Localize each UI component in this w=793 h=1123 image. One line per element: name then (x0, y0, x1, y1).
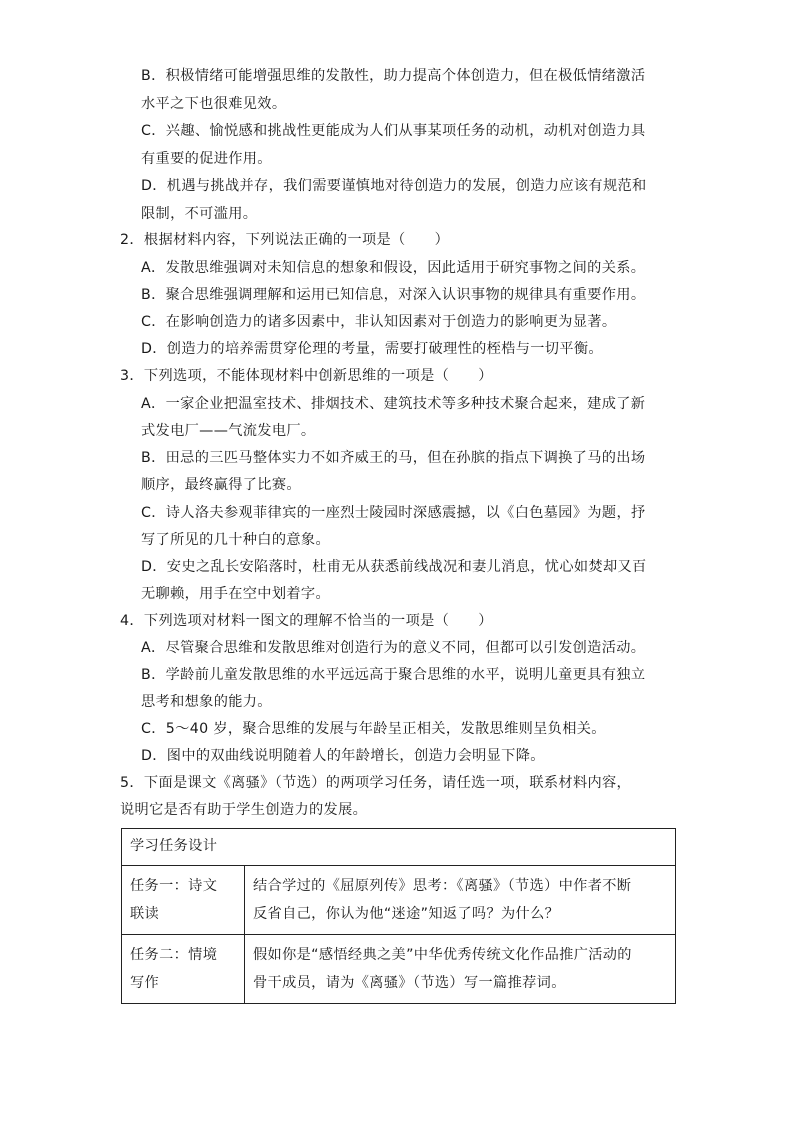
task-design-table (121, 828, 676, 1004)
task1-name-line1: 任务一：诗文 (130, 878, 218, 894)
task1-desc-line2: 反省自己，你认为他“迷途”知返了吗？为什么？ (253, 906, 560, 922)
task1-name-line2: 联读 (130, 906, 160, 922)
task2-desc-line2: 骨干成员，请为《离骚》（节选）写一篇推荐词。 (253, 975, 566, 991)
q2-option-a: A．发散思维强调对未知信息的想象和假设，因此适用于研究事物之间的关系。 (141, 260, 646, 276)
q4-option-d: D．图中的双曲线说明随着人的年龄增长，创造力会明显下降。 (141, 748, 545, 764)
task-desc-cell (245, 866, 676, 935)
q3-option-d-line1: D．安史之乱长安陷落时，杜甫无从获悉前线战况和妻儿消息，忧心如焚却又百 (141, 559, 647, 575)
table-row (122, 866, 676, 935)
q4-stem: 4．下列选项对材料一图文的理解不恰当的一项是（ ） (120, 613, 493, 629)
q1-option-c-line2: 有重要的促进作用。 (141, 151, 272, 167)
task2-name-line1: 任务二：情境 (130, 947, 218, 963)
q5-stem-line1: 5．下面是课文《离骚》（节选）的两项学习任务，请任选一项，联系材料内容， (120, 775, 632, 791)
q4-option-b-line2: 思考和想象的能力。 (141, 694, 272, 710)
table-header-row (122, 829, 676, 866)
q3-option-d-line2: 无聊赖，用手在空中划着字。 (141, 586, 330, 602)
q3-option-b-line2: 顺序，最终赢得了比赛。 (141, 477, 301, 493)
q1-option-c-line1: C．兴趣、愉悦感和挑战性更能成为人们从事某项任务的动机，动机对创造力具 (141, 123, 646, 139)
table-header-cell (122, 829, 676, 866)
q2-option-b: B．聚合思维强调理解和运用已知信息，对深入认识事物的规律具有重要作用。 (141, 287, 646, 303)
q2-option-c: C．在影响创造力的诸多因素中，非认知因素对于创造力的影响更为显著。 (141, 314, 617, 330)
q1-option-d-line1: D．机遇与挑战并存，我们需要谨慎地对待创造力的发展，创造力应该有规范和 (141, 178, 647, 194)
table-header-text: 学习任务设计 (130, 838, 218, 854)
q3-stem: 3．下列选项，不能体现材料中创新思维的一项是（ ） (120, 368, 493, 384)
task1-desc-line1: 结合学过的《屈原列传》思考：《离骚》（节选）中作者不断 (253, 878, 632, 894)
q1-option-d-line2: 限制，不可滥用。 (141, 206, 258, 222)
task2-name-line2: 写作 (130, 975, 160, 991)
q3-option-b-line1: B．田忌的三匹马整体实力不如齐威王的马，但在孙膑的指点下调换了马的出场 (141, 450, 646, 466)
task2-desc-line1: 假如你是“感悟经典之美”中华优秀传统文化作品推广活动的 (253, 947, 632, 963)
q3-option-c-line1: C．诗人洛夫参观菲律宾的一座烈士陵园时深感震撼，以《白色墓园》为题，抒 (141, 505, 646, 521)
task-name-cell (122, 866, 245, 935)
q3-option-a-line2: 式发电厂——气流发电厂。 (141, 423, 316, 439)
task-desc-cell (245, 935, 676, 1004)
q4-option-a: A．尽管聚合思维和发散思维对创造行为的意义不同，但都可以引发创造活动。 (141, 640, 646, 656)
q1-option-b-line2: 水平之下也很难见效。 (141, 96, 287, 112)
q2-option-d: D．创造力的培养需贯穿伦理的考量，需要打破理性的桎梏与一切平衡。 (141, 341, 603, 357)
q1-option-b-line1: B．积极情绪可能增强思维的发散性，助力提高个体创造力，但在极低情绪激活 (141, 68, 646, 84)
q3-option-c-line2: 写了所见的几十种白的意象。 (141, 532, 330, 548)
q3-option-a-line1: A．一家企业把温室技术、排烟技术、建筑技术等多种技术聚合起来，建成了新 (141, 396, 646, 412)
q5-stem-line2: 说明它是否有助于学生创造力的发展。 (120, 802, 368, 818)
q2-stem: 2．根据材料内容，下列说法正确的一项是（ ） (120, 232, 450, 248)
table-row (122, 935, 676, 1004)
q4-option-b-line1: B．学龄前儿童发散思维的水平远远高于聚合思维的水平，说明儿童更具有独立 (141, 667, 646, 683)
q4-option-c: C．5～40 岁，聚合思维的发展与年龄呈正相关，发散思维则呈负相关。 (141, 721, 606, 737)
task-name-cell (122, 935, 245, 1004)
